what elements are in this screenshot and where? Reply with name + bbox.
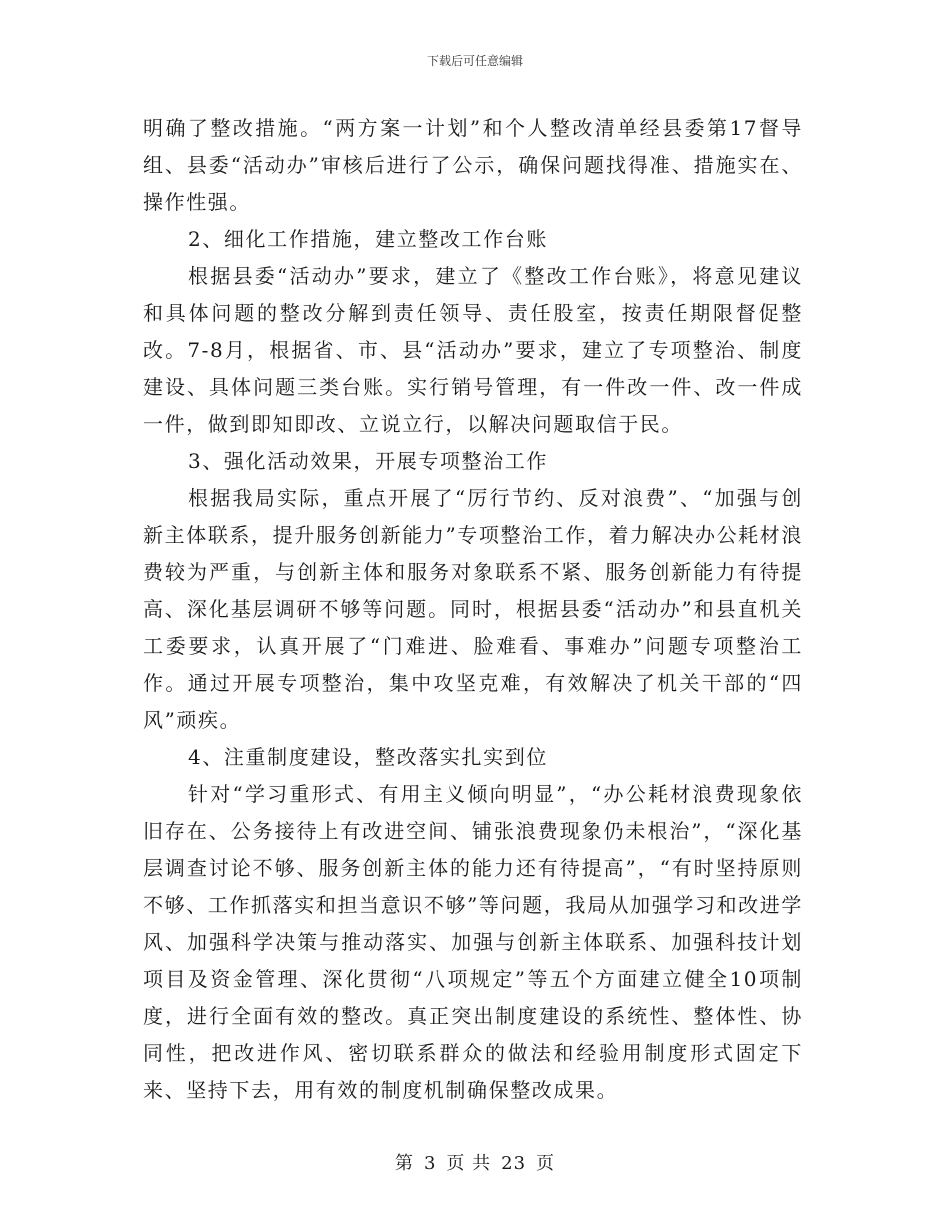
page-footer [0,1153,950,1175]
section-heading-2: 2、细化工作措施，建立整改工作台账 [188,227,548,251]
section-heading-3: 3、强化活动效果，开展专项整治工作 [188,449,548,473]
paragraph-section-2: 根据县委“活动办”要求，建立了《整改工作台账》，将意见建议和具体问题的整改分解到责任领导、责任股室，按责任期限督促整改。7-8月，根据省、市、县“活动办”要求，建立了专项整治、制度建设、具体问题三类台账。实行销号管理，有一件改一件、改一件成一件，做到即知即改、立说立行，以解决问题取信于民。 [143,264,803,436]
paragraph-section-3: 根据我局实际，重点开展了“厉行节约、反对浪费”、“加强与创新主体联系，提升服务创新能力”专项整治工作，着力解决办公耗材浪费较为严重，与创新主体和服务对象联系不紧、服务创新能力有待提高、深化基层调研不够等问题。同时，根据县委“活动办”和县直机关工委要求，认真开展了“门难进、脸难看、事难办”问题专项整治工作。通过开展专项整治，集中攻坚克难，有效解决了机关干部的“四风”顽疾。 [143,486,803,732]
page-number: 3 [423,1153,437,1174]
section-heading-4: 4、注重制度建设，整改落实扎实到位 [188,745,548,769]
total-pages: 23 [501,1153,527,1174]
paragraph-continued: 明确了整改措施。“两方案一计划”和个人整改清单经县委第17督导组、县委“活动办”审核后进行了公示，确保问题找得准、措施实在、操作性强。 [143,116,803,214]
footer-suffix: 页 [536,1153,556,1174]
document-body [143,110,803,1109]
footer-prefix: 第 [394,1153,414,1174]
page-header: 下载后可任意编辑 [426,54,523,68]
paragraph-section-4: 针对“学习重形式、有用主义倾向明显”，“办公耗材浪费现象依旧存在、公务接待上有改进空间、铺张浪费现象仍未根治”，“深化基层调查讨论不够、服务创新主体的能力还有待提高”，“有时坚持原则不够、工作抓落实和担当意识不够”等问题，我局从加强学习和改进学风、加强科学决策与推动落实、加强与创新主体联系、加强科技计划项目及资金管理、深化贯彻“八项规定”等五个方面建立健全10项制度，进行全面有效的整改。真正突出制度建设的系统性、整体性、协同性，把改进作风、密切联系群众的做法和经验用制度形式固定下来、坚持下去，用有效的制度机制确保整改成果。 [143,782,803,1102]
footer-middle: 页 共 [446,1153,492,1174]
